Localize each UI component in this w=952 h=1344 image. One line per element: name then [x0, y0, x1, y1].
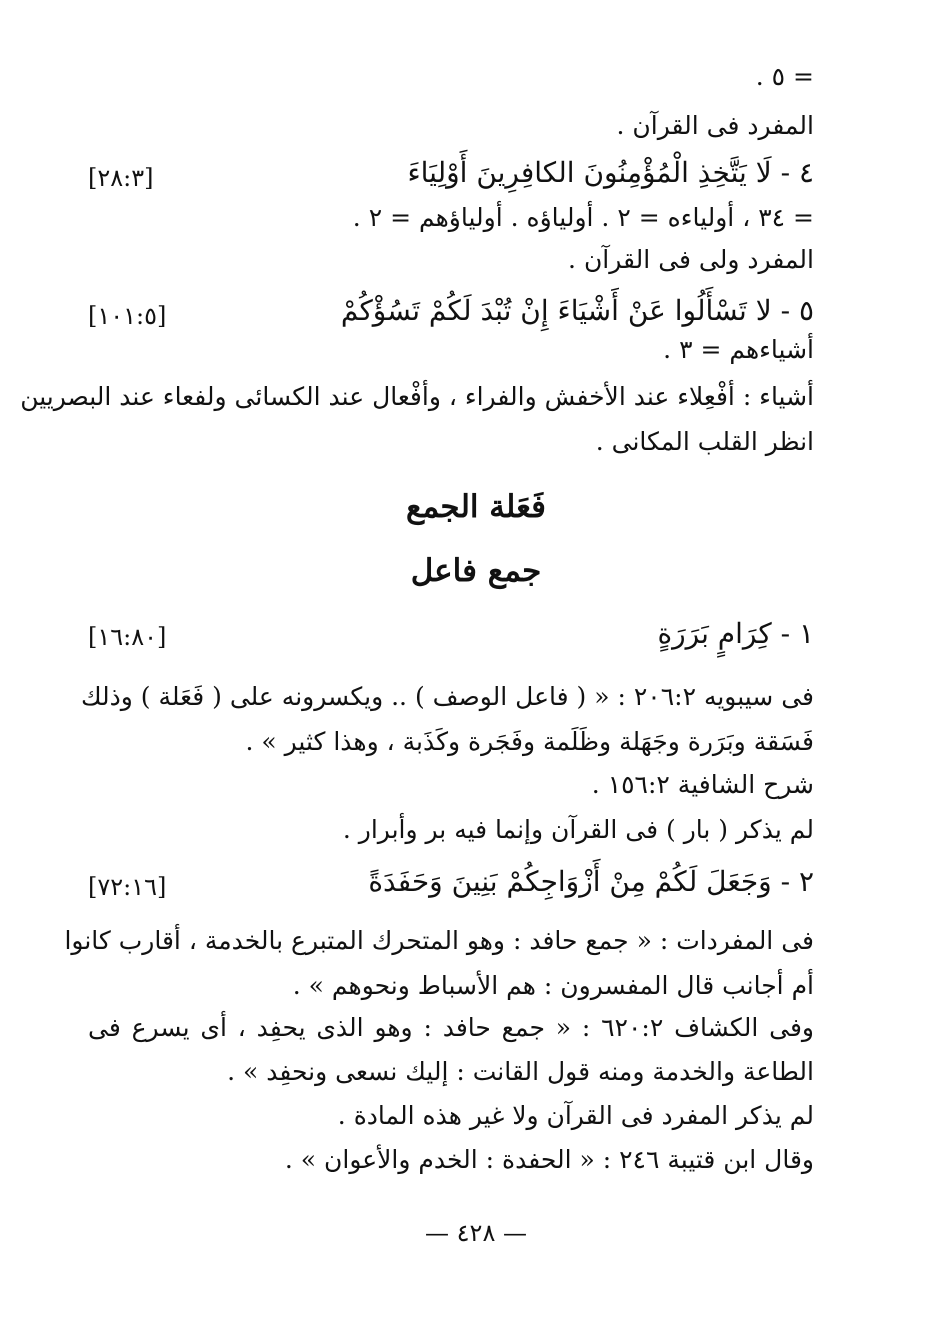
- verse-line: ١ - كِرَامٍ بَرَرَةٍ: [657, 617, 814, 650]
- verse-reference: [١٦:٨٠]: [88, 623, 167, 651]
- text-line: = ٣٤ ، أولياءه = ٢ . أولياؤه . أولياؤهم = ٢ .: [352, 203, 814, 232]
- page-number: — ٤٢٨ —: [425, 1219, 527, 1247]
- text-line: شرح الشافية ١٥٦:٢ .: [591, 770, 814, 799]
- text-line: وفى الكشاف ٦٢٠:٢ : « جمع حافد : وهو الذى يحفِد ، أى يسرع فى: [88, 1013, 814, 1042]
- section-heading: فَعَلة الجمع: [406, 489, 546, 525]
- text-line: = ٥ .: [755, 62, 814, 91]
- verse-line: ٢ - وَجَعَلَ لَكُمْ مِنْ أَزْوَاجِكُمْ بَنِينَ وَحَفَدَةً: [368, 865, 814, 898]
- text-line: أشياءهم = ٣ .: [663, 335, 814, 364]
- verse-reference: [٧٢:١٦]: [88, 873, 167, 901]
- text-line: فَسَقة وبَرَرة وجَهَلة وظَلَمة وفَجَرة وكَذَبة ، وهذا كثير » .: [245, 727, 814, 756]
- text-line: فى المفردات : « جمع حافد : وهو المتحرك المتبرع بالخدمة ، أقارب كانوا: [64, 926, 814, 955]
- verse-reference: [١٠١:٥]: [88, 302, 167, 330]
- text-line: لم يذكر المفرد فى القرآن ولا غير هذه المادة .: [337, 1101, 814, 1130]
- verse-line: ٤ - لَا يَتَّخِذِ الْمُؤْمِنُونَ الكافِرِينَ أَوْلِيَاءَ: [407, 156, 814, 189]
- text-line: أشياء : أفْعِلاء عند الأخفش والفراء ، وأفْعال عند الكسائى ولفعاء عند البصريين: [20, 382, 814, 411]
- subsection-heading: جمع فاعل: [410, 553, 542, 589]
- text-line: فى سيبويه ٢٠٦:٢ : « ( فاعل الوصف ) .. ويكسرونه على ( فَعَلة ) وذلك: [80, 682, 814, 711]
- text-line: لم يذكر ( بار ) فى القرآن وإنما فيه بر وأبرار .: [342, 815, 814, 844]
- text-line: المفرد ولى فى القرآن .: [568, 245, 814, 274]
- verse-reference: [٢٨:٣]: [88, 164, 154, 192]
- text-line: وقال ابن قتيبة ٢٤٦ : « الحفدة : الخدم والأعوان » .: [284, 1145, 814, 1174]
- text-line: المفرد فى القرآن .: [616, 111, 814, 140]
- text-line: الطاعة والخدمة ومنه قول القانت : إليك نسعى ونحفِد » .: [227, 1057, 814, 1086]
- verse-line: ٥ - لا تَسْأَلُوا عَنْ أَشْيَاءَ إِنْ تُبْدَ لَكُمْ تَسُؤْكُمْ: [340, 294, 814, 327]
- text-line: انظر القلب المكانى .: [595, 427, 814, 456]
- text-line: أم أجانب قال المفسرون : هم الأسباط ونحوهم » .: [292, 971, 814, 1000]
